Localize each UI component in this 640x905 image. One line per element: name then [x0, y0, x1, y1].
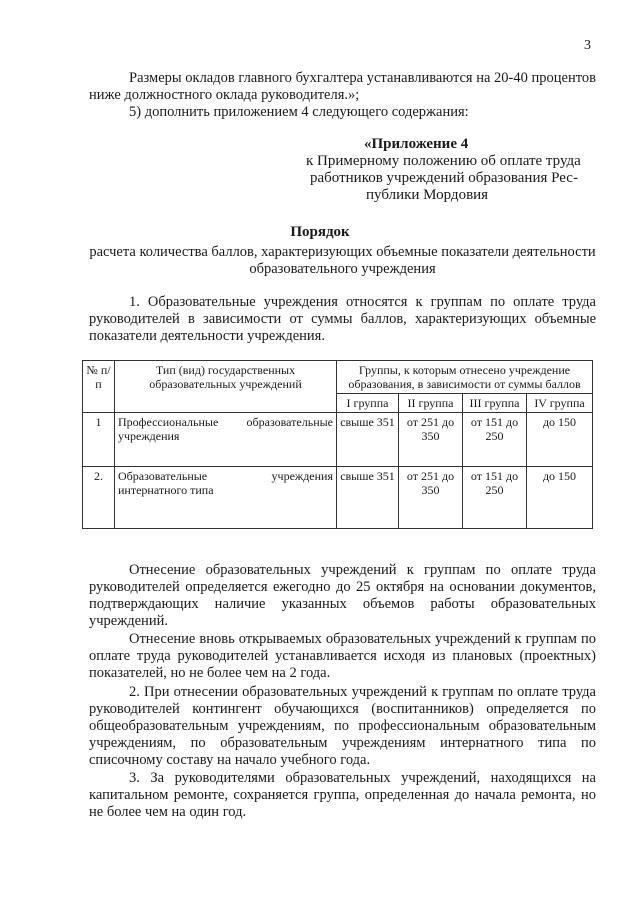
after-table-paragraph-2: Отнесение вновь открываемых образовательных учреждений к группам по оплате труда руководителей устанавливается исходя из плановых (проектных) показателей, но не более чем на 2 года. — [89, 631, 596, 681]
row-num: 1 — [83, 413, 115, 467]
appendix-title: «Приложение 4 — [364, 136, 469, 152]
header-type: Тип (вид) государственных образовательных учреждений — [115, 361, 337, 413]
after-table-paragraph-1: Отнесение образовательных учреждений к группам по оплате труда руководителей определяется ежегодно до 25 октября на основании документов, подтверждающих наличие указанных объемов работы образовательных учреждений. — [89, 562, 596, 629]
groups-table — [82, 360, 593, 529]
intro-paragraph-2: 5) дополнить приложением 4 следующего содержания: — [129, 104, 469, 120]
header-group-3: III группа — [463, 394, 527, 413]
header-num: № п/п — [83, 361, 115, 413]
header-group-2: II группа — [399, 394, 463, 413]
row-group-3: от 151 до 250 — [463, 467, 527, 529]
row-group-2: от 251 до 350 — [399, 413, 463, 467]
appendix-line-2: работников учреждений образования Рес- — [310, 170, 578, 186]
row-group-4: до 150 — [527, 413, 593, 467]
appendix-line-3: публики Мордовия — [366, 187, 489, 203]
table-header-row — [83, 361, 593, 394]
row-group-2: от 251 до 350 — [399, 467, 463, 529]
header-group-1: I группа — [337, 394, 399, 413]
section-3-paragraph: 3. За руководителями образовательных учреждений, находящихся на капитальном ремонте, сохраняется группа, определенная до начала ремонта, но не более чем на один год. — [89, 770, 596, 820]
table-row — [83, 467, 593, 529]
row-group-4: до 150 — [527, 467, 593, 529]
header-group-4: IV группа — [527, 394, 593, 413]
header-groups: Группы, к которым отнесено учреждение образования, в зависимости от суммы баллов — [337, 361, 593, 394]
row-num: 2. — [83, 467, 115, 529]
appendix-line-1: к Примерному положению об оплате труда — [306, 153, 581, 169]
row-group-3: от 151 до 250 — [463, 413, 527, 467]
row-group-1: свыше 351 — [337, 413, 399, 467]
appendix-block — [306, 136, 596, 204]
section-2-paragraph: 2. При отнесении образовательных учреждений к группам по оплате труда руководителей контингент обучающихся (воспитанников) определяется по общеобразовательным учреждениям, по профессиональным образовательным учреждениям, по образовательным учреждениям интернатного типа по списочному составу на начало учебного года. — [89, 684, 596, 768]
order-subtitle: расчета количества баллов, характеризующих объемные показатели деятельности образовательного учреждения — [89, 244, 596, 277]
row-type: Образовательные учреждения интернатного типа — [115, 467, 337, 529]
order-title: Порядок — [290, 224, 350, 240]
intro-paragraph-1: Размеры окладов главного бухгалтера устанавливаются на 20-40 процентов ниже должностного оклада руководителя.»; — [89, 70, 596, 103]
row-group-1: свыше 351 — [337, 467, 399, 529]
page-number: 3 — [584, 38, 591, 53]
row-type: Профессиональные образовательные учреждения — [115, 413, 337, 467]
table-row — [83, 413, 593, 467]
section-1-paragraph: 1. Образовательные учреждения относятся к группам по оплате труда руководителей в зависимости от суммы баллов, характеризующих объемные показатели деятельности учреждения. — [89, 294, 596, 344]
